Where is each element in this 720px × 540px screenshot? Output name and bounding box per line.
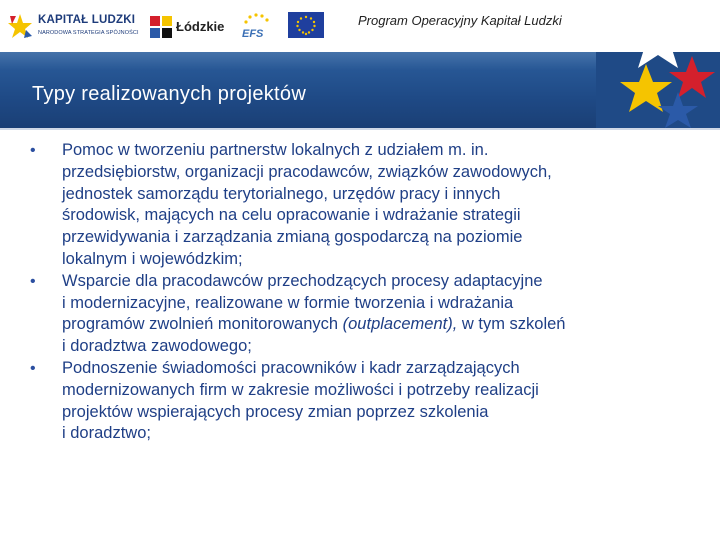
bullet-line: środowisk, mających na celu opracowanie i wdrażanie strategii — [62, 206, 521, 225]
bullet-line: jednostek samorządu terytorialnego, urzędów pracy i innych — [62, 184, 501, 203]
decorative-stars-icon — [596, 0, 720, 136]
bullet-text: programów zwolnień monitorowanych — [62, 315, 343, 334]
efs-logo — [240, 12, 276, 42]
efs-logo-name: EFS — [242, 28, 264, 40]
bullet-list — [28, 140, 688, 445]
bullet-text: w tym szkoleń — [457, 315, 566, 334]
efs-logo-icon — [240, 12, 276, 28]
bullet-line: i modernizacyjne, realizowane w formie tworzenia i wdrażania — [62, 293, 514, 312]
kapital-ludzki-logo-icon — [6, 12, 34, 40]
bullet-line: Wsparcie dla pracodawców przechodzących procesy adaptacyjne — [62, 271, 543, 290]
program-name: Program Operacyjny Kapitał Ludzki — [358, 13, 562, 28]
eu-flag-logo — [288, 12, 324, 38]
bullet-line: lokalnym i wojewódzkim; — [62, 249, 243, 268]
list-item — [28, 140, 688, 271]
eu-flag-icon — [288, 12, 324, 38]
slide-title: Typy realizowanych projektów — [32, 83, 307, 105]
header-divider — [0, 128, 720, 130]
bullet-line: przedsiębiorstw, organizacji pracodawców, związków zawodowych, — [62, 162, 552, 181]
bullet-line: i doradztwo; — [62, 424, 151, 443]
bullet-dot: • — [30, 272, 36, 290]
bullet-line: modernizowanych firm w zakresie możliwości i potrzeby realizacji — [62, 380, 539, 399]
outplacement-term: (outplacement), — [342, 315, 458, 334]
bullet-line — [62, 314, 688, 336]
list-item — [28, 271, 688, 358]
kapital-ludzki-logo — [6, 10, 139, 42]
lodzkie-logo-name: Łódzkie — [176, 19, 225, 34]
bullet-line: Pomoc w tworzeniu partnerstw lokalnych z udziałem m. in. — [62, 141, 489, 159]
kapital-ludzki-logo-subtitle: NARODOWA STRATEGIA SPÓJNOŚCI — [38, 30, 139, 36]
kapital-ludzki-logo-name: KAPITAŁ LUDZKI — [38, 14, 136, 26]
lodzkie-logo-icon — [148, 14, 174, 40]
bullet-line: i doradztwa zawodowego; — [62, 337, 252, 356]
bullet-dot: • — [30, 359, 36, 377]
bullet-dot: • — [30, 142, 36, 159]
bullet-line: Podnoszenie świadomości pracowników i kadr zarządzających — [62, 358, 520, 377]
bullet-line: projektów wspierających procesy zmian poprzez szkolenia — [62, 402, 489, 421]
list-item — [28, 358, 688, 445]
bullet-line: przewidywania i zarządzania zmianą gospodarczą na poziomie — [62, 228, 523, 247]
lodzkie-logo — [148, 14, 230, 40]
